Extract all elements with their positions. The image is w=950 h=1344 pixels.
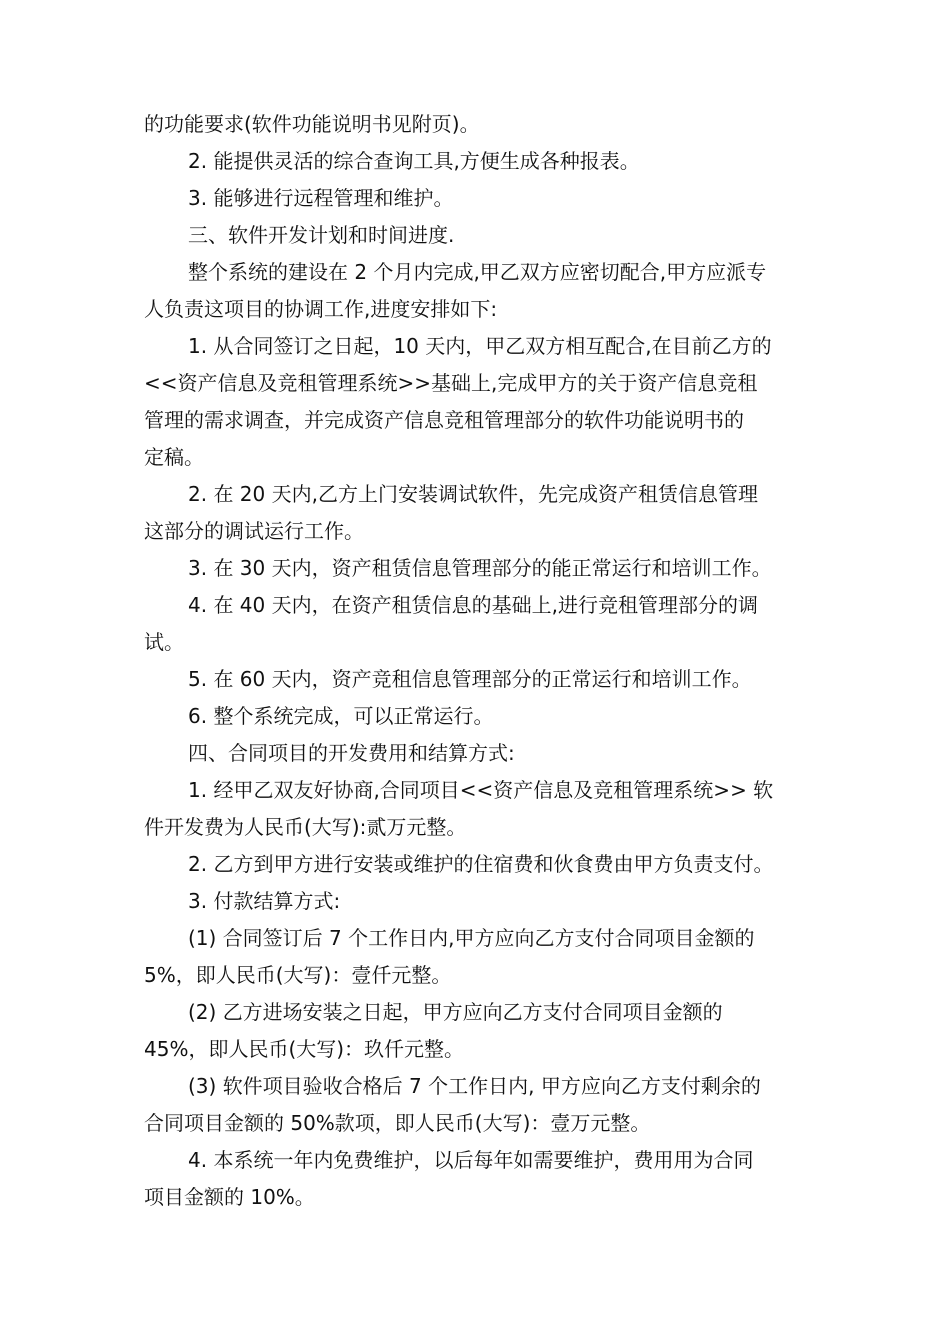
document-line: 项目金额的 10%。 xyxy=(144,1185,315,1209)
document-line: 2. 在 20 天内,乙方上门安装调试软件，先完成资产租赁信息管理 xyxy=(188,482,758,506)
document-line: 5%，即人民币(大写)：壹仟元整。 xyxy=(144,963,452,987)
document-line: 3. 在 30 天内，资产租赁信息管理部分的能正常运行和培训工作。 xyxy=(188,556,772,580)
document-line: 定稿。 xyxy=(144,445,204,469)
document-line: 45%，即人民币(大写)：玖仟元整。 xyxy=(144,1037,465,1061)
document-line: 合同项目金额的 50%款项，即人民币(大写)：壹万元整。 xyxy=(144,1111,651,1135)
document-line: (1) 合同签订后 7 个工作日内,甲方应向乙方支付合同项目金额的 xyxy=(188,926,755,950)
document-line: 2. 乙方到甲方进行安装或维护的住宿费和伙食费由甲方负责支付。 xyxy=(188,852,774,876)
document-line: 的功能要求(软件功能说明书见附页)。 xyxy=(144,112,480,136)
document-line: 3. 能够进行远程管理和维护。 xyxy=(188,186,454,210)
document-line: 5. 在 60 天内，资产竞租信息管理部分的正常运行和培训工作。 xyxy=(188,667,752,691)
document-line: 人负责这项目的协调工作,进度安排如下: xyxy=(144,297,498,321)
document-line: 3. 付款结算方式: xyxy=(188,889,341,913)
document-line: (2) 乙方进场安装之日起，甲方应向乙方支付合同项目金额的 xyxy=(188,1000,723,1024)
document-line: 管理的需求调查，并完成资产信息竞租管理部分的软件功能说明书的 xyxy=(144,408,744,432)
document-line: (3) 软件项目验收合格后 7 个工作日内, 甲方应向乙方支付剩余的 xyxy=(188,1074,761,1098)
document-line: 这部分的调试运行工作。 xyxy=(144,519,364,543)
document-line: 4. 在 40 天内，在资产租赁信息的基础上,进行竞租管理部分的调 xyxy=(188,593,758,617)
document-line: 1. 从合同签订之日起，10 天内，甲乙双方相互配合,在目前乙方的 xyxy=(188,334,772,358)
document-line: 试。 xyxy=(144,630,184,654)
document-line: 1. 经甲乙双友好协商,合同项目<<资产信息及竞租管理系统>> 软 xyxy=(188,778,774,802)
document-line: 6. 整个系统完成，可以正常运行。 xyxy=(188,704,494,728)
document-line: 4. 本系统一年内免费维护，以后每年如需要维护，费用用为合同 xyxy=(188,1148,754,1172)
document-line: 2. 能提供灵活的综合查询工具,方便生成各种报表。 xyxy=(188,149,640,173)
document-line: <<资产信息及竞租管理系统>>基础上,完成甲方的关于资产信息竞租 xyxy=(144,371,758,395)
document-body xyxy=(144,106,824,1216)
document-line: 三、软件开发计划和时间进度. xyxy=(188,223,455,247)
document-line: 四、合同项目的开发费用和结算方式: xyxy=(188,741,515,765)
document-line: 件开发费为人民币(大写):贰万元整。 xyxy=(144,815,467,839)
document-line: 整个系统的建设在 2 个月内完成,甲乙双方应密切配合,甲方应派专 xyxy=(188,260,767,284)
